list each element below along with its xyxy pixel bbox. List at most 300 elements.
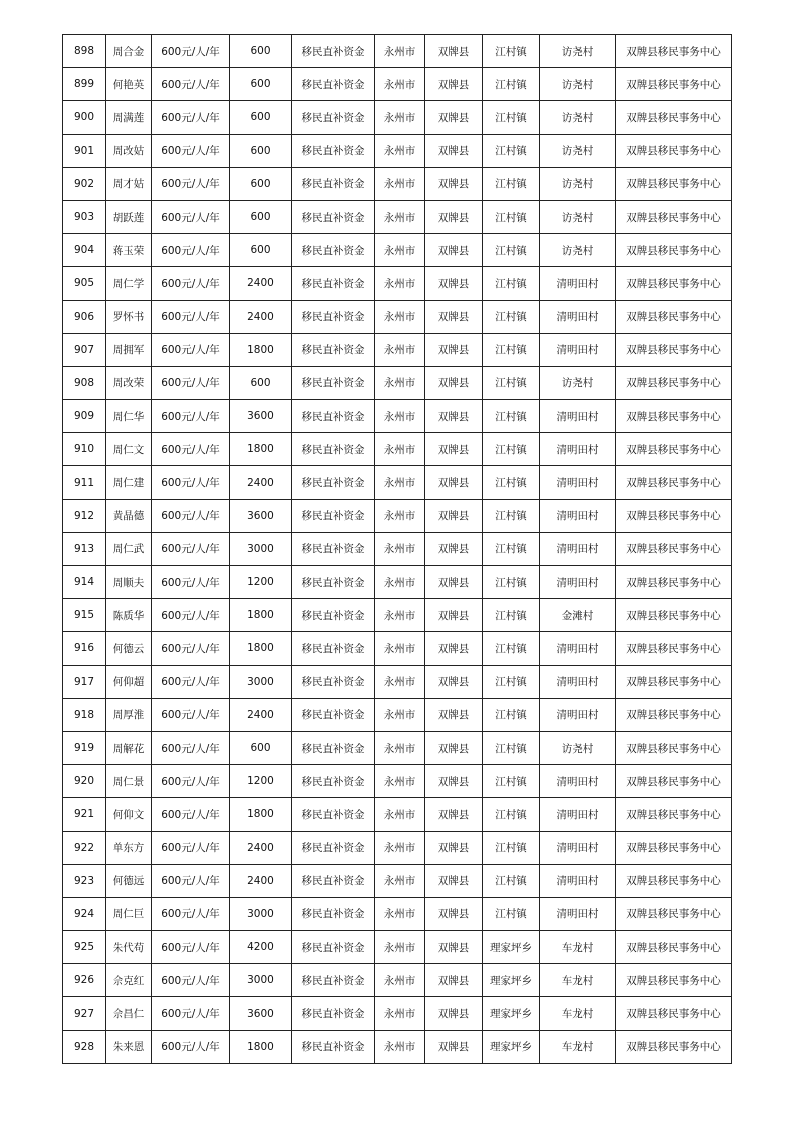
cell-row-index: 923 — [63, 864, 106, 897]
cell-person-name: 佘克红 — [106, 964, 152, 997]
table-row — [63, 798, 732, 831]
table-row — [63, 134, 732, 167]
cell-person-name: 周仁武 — [106, 532, 152, 565]
cell-amount: 600 — [230, 366, 292, 399]
table-row — [63, 333, 732, 366]
cell-county: 双牌县 — [425, 234, 483, 267]
cell-county: 双牌县 — [425, 765, 483, 798]
cell-village: 车龙村 — [540, 931, 616, 964]
cell-row-index: 903 — [63, 200, 106, 233]
cell-subsidy-standard: 600元/人/年 — [152, 234, 230, 267]
cell-person-name: 朱来恩 — [106, 1030, 152, 1063]
cell-amount: 2400 — [230, 466, 292, 499]
cell-person-name: 何德远 — [106, 864, 152, 897]
cell-town: 江村镇 — [483, 167, 540, 200]
cell-county: 双牌县 — [425, 897, 483, 930]
cell-amount: 600 — [230, 35, 292, 68]
cell-town: 江村镇 — [483, 864, 540, 897]
cell-fund-type: 移民直补资金 — [292, 466, 375, 499]
cell-subsidy-standard: 600元/人/年 — [152, 698, 230, 731]
cell-person-name: 何德云 — [106, 632, 152, 665]
cell-town: 理家坪乡 — [483, 964, 540, 997]
cell-city: 永州市 — [375, 698, 425, 731]
table-row — [63, 101, 732, 134]
cell-subsidy-standard: 600元/人/年 — [152, 665, 230, 698]
cell-person-name: 胡跃莲 — [106, 200, 152, 233]
cell-town: 江村镇 — [483, 267, 540, 300]
cell-amount: 600 — [230, 167, 292, 200]
cell-person-name: 黄晶德 — [106, 499, 152, 532]
cell-village: 清明田村 — [540, 698, 616, 731]
table-row — [63, 698, 732, 731]
cell-row-index: 906 — [63, 300, 106, 333]
cell-amount: 3600 — [230, 997, 292, 1030]
cell-agency: 双牌县移民事务中心 — [616, 532, 732, 565]
cell-town: 江村镇 — [483, 400, 540, 433]
cell-city: 永州市 — [375, 997, 425, 1030]
cell-subsidy-standard: 600元/人/年 — [152, 68, 230, 101]
cell-amount: 1800 — [230, 632, 292, 665]
cell-person-name: 何仰文 — [106, 798, 152, 831]
cell-agency: 双牌县移民事务中心 — [616, 566, 732, 599]
cell-city: 永州市 — [375, 566, 425, 599]
table-row — [63, 864, 732, 897]
cell-person-name: 周仁景 — [106, 765, 152, 798]
cell-town: 江村镇 — [483, 599, 540, 632]
cell-fund-type: 移民直补资金 — [292, 366, 375, 399]
table-body — [63, 35, 732, 1064]
table-row — [63, 234, 732, 267]
cell-village: 清明田村 — [540, 566, 616, 599]
cell-fund-type: 移民直补资金 — [292, 68, 375, 101]
cell-town: 江村镇 — [483, 765, 540, 798]
cell-person-name: 周厚淮 — [106, 698, 152, 731]
cell-subsidy-standard: 600元/人/年 — [152, 897, 230, 930]
cell-town: 江村镇 — [483, 897, 540, 930]
cell-row-index: 902 — [63, 167, 106, 200]
cell-row-index: 922 — [63, 831, 106, 864]
cell-amount: 2400 — [230, 864, 292, 897]
cell-village: 访尧村 — [540, 200, 616, 233]
cell-person-name: 周仁学 — [106, 267, 152, 300]
cell-row-index: 927 — [63, 997, 106, 1030]
cell-person-name: 朱代苟 — [106, 931, 152, 964]
cell-county: 双牌县 — [425, 731, 483, 764]
table-row — [63, 433, 732, 466]
cell-village: 访尧村 — [540, 366, 616, 399]
cell-fund-type: 移民直补资金 — [292, 134, 375, 167]
cell-row-index: 925 — [63, 931, 106, 964]
cell-county: 双牌县 — [425, 1030, 483, 1063]
cell-agency: 双牌县移民事务中心 — [616, 831, 732, 864]
cell-town: 江村镇 — [483, 698, 540, 731]
cell-agency: 双牌县移民事务中心 — [616, 200, 732, 233]
cell-village: 清明田村 — [540, 632, 616, 665]
cell-county: 双牌县 — [425, 931, 483, 964]
cell-city: 永州市 — [375, 234, 425, 267]
cell-subsidy-standard: 600元/人/年 — [152, 200, 230, 233]
cell-agency: 双牌县移民事务中心 — [616, 68, 732, 101]
cell-agency: 双牌县移民事务中心 — [616, 731, 732, 764]
cell-fund-type: 移民直补资金 — [292, 433, 375, 466]
cell-agency: 双牌县移民事务中心 — [616, 665, 732, 698]
cell-subsidy-standard: 600元/人/年 — [152, 167, 230, 200]
cell-subsidy-standard: 600元/人/年 — [152, 433, 230, 466]
cell-agency: 双牌县移民事务中心 — [616, 864, 732, 897]
cell-fund-type: 移民直补资金 — [292, 532, 375, 565]
cell-fund-type: 移民直补资金 — [292, 831, 375, 864]
cell-person-name: 周拥军 — [106, 333, 152, 366]
cell-town: 江村镇 — [483, 68, 540, 101]
cell-city: 永州市 — [375, 366, 425, 399]
cell-county: 双牌县 — [425, 134, 483, 167]
cell-agency: 双牌县移民事务中心 — [616, 599, 732, 632]
cell-town: 江村镇 — [483, 234, 540, 267]
cell-row-index: 926 — [63, 964, 106, 997]
table-row — [63, 267, 732, 300]
cell-town: 江村镇 — [483, 798, 540, 831]
cell-village: 访尧村 — [540, 134, 616, 167]
cell-fund-type: 移民直补资金 — [292, 931, 375, 964]
cell-town: 江村镇 — [483, 831, 540, 864]
cell-county: 双牌县 — [425, 200, 483, 233]
cell-amount: 600 — [230, 731, 292, 764]
cell-amount: 2400 — [230, 267, 292, 300]
table-row — [63, 167, 732, 200]
cell-town: 江村镇 — [483, 333, 540, 366]
cell-town: 理家坪乡 — [483, 997, 540, 1030]
cell-subsidy-standard: 600元/人/年 — [152, 964, 230, 997]
cell-village: 车龙村 — [540, 997, 616, 1030]
cell-fund-type: 移民直补资金 — [292, 731, 375, 764]
cell-row-index: 919 — [63, 731, 106, 764]
cell-village: 清明田村 — [540, 532, 616, 565]
cell-subsidy-standard: 600元/人/年 — [152, 831, 230, 864]
cell-village: 清明田村 — [540, 333, 616, 366]
cell-row-index: 907 — [63, 333, 106, 366]
cell-town: 江村镇 — [483, 532, 540, 565]
cell-person-name: 陈质华 — [106, 599, 152, 632]
cell-county: 双牌县 — [425, 698, 483, 731]
subsidy-table — [62, 34, 732, 1064]
cell-city: 永州市 — [375, 101, 425, 134]
cell-county: 双牌县 — [425, 665, 483, 698]
cell-town: 江村镇 — [483, 499, 540, 532]
table-row — [63, 532, 732, 565]
cell-county: 双牌县 — [425, 333, 483, 366]
cell-village: 清明田村 — [540, 798, 616, 831]
cell-amount: 1800 — [230, 798, 292, 831]
cell-fund-type: 移民直补资金 — [292, 665, 375, 698]
table-row — [63, 1030, 732, 1063]
cell-agency: 双牌县移民事务中心 — [616, 366, 732, 399]
cell-amount: 2400 — [230, 698, 292, 731]
cell-row-index: 904 — [63, 234, 106, 267]
cell-agency: 双牌县移民事务中心 — [616, 798, 732, 831]
cell-city: 永州市 — [375, 134, 425, 167]
cell-person-name: 佘昌仁 — [106, 997, 152, 1030]
cell-amount: 3600 — [230, 400, 292, 433]
cell-fund-type: 移民直补资金 — [292, 566, 375, 599]
cell-agency: 双牌县移民事务中心 — [616, 698, 732, 731]
cell-fund-type: 移民直补资金 — [292, 35, 375, 68]
cell-village: 清明田村 — [540, 433, 616, 466]
cell-fund-type: 移民直补资金 — [292, 267, 375, 300]
cell-amount: 1800 — [230, 599, 292, 632]
cell-city: 永州市 — [375, 964, 425, 997]
cell-city: 永州市 — [375, 864, 425, 897]
table-row — [63, 997, 732, 1030]
cell-fund-type: 移民直补资金 — [292, 864, 375, 897]
cell-village: 清明田村 — [540, 864, 616, 897]
cell-city: 永州市 — [375, 433, 425, 466]
cell-city: 永州市 — [375, 931, 425, 964]
cell-city: 永州市 — [375, 765, 425, 798]
cell-county: 双牌县 — [425, 433, 483, 466]
table-row — [63, 665, 732, 698]
cell-subsidy-standard: 600元/人/年 — [152, 267, 230, 300]
cell-subsidy-standard: 600元/人/年 — [152, 1030, 230, 1063]
cell-city: 永州市 — [375, 300, 425, 333]
cell-amount: 1800 — [230, 333, 292, 366]
cell-city: 永州市 — [375, 267, 425, 300]
cell-subsidy-standard: 600元/人/年 — [152, 333, 230, 366]
cell-city: 永州市 — [375, 200, 425, 233]
cell-subsidy-standard: 600元/人/年 — [152, 300, 230, 333]
table-row — [63, 632, 732, 665]
cell-agency: 双牌县移民事务中心 — [616, 400, 732, 433]
cell-amount: 3000 — [230, 897, 292, 930]
cell-village: 清明田村 — [540, 765, 616, 798]
cell-row-index: 909 — [63, 400, 106, 433]
cell-fund-type: 移民直补资金 — [292, 964, 375, 997]
table-row — [63, 964, 732, 997]
cell-row-index: 911 — [63, 466, 106, 499]
table-row — [63, 366, 732, 399]
cell-county: 双牌县 — [425, 466, 483, 499]
cell-subsidy-standard: 600元/人/年 — [152, 632, 230, 665]
cell-village: 访尧村 — [540, 35, 616, 68]
cell-row-index: 918 — [63, 698, 106, 731]
cell-city: 永州市 — [375, 35, 425, 68]
table-row — [63, 765, 732, 798]
cell-row-index: 900 — [63, 101, 106, 134]
cell-fund-type: 移民直补资金 — [292, 400, 375, 433]
cell-subsidy-standard: 600元/人/年 — [152, 400, 230, 433]
cell-amount: 2400 — [230, 831, 292, 864]
cell-agency: 双牌县移民事务中心 — [616, 267, 732, 300]
cell-person-name: 何仰超 — [106, 665, 152, 698]
cell-city: 永州市 — [375, 731, 425, 764]
cell-row-index: 912 — [63, 499, 106, 532]
cell-village: 车龙村 — [540, 964, 616, 997]
cell-fund-type: 移民直补资金 — [292, 632, 375, 665]
cell-person-name: 周仁华 — [106, 400, 152, 433]
cell-town: 江村镇 — [483, 731, 540, 764]
cell-village: 访尧村 — [540, 731, 616, 764]
cell-county: 双牌县 — [425, 366, 483, 399]
table-row — [63, 499, 732, 532]
cell-row-index: 898 — [63, 35, 106, 68]
cell-county: 双牌县 — [425, 35, 483, 68]
cell-subsidy-standard: 600元/人/年 — [152, 101, 230, 134]
cell-fund-type: 移民直补资金 — [292, 698, 375, 731]
cell-fund-type: 移民直补资金 — [292, 897, 375, 930]
cell-person-name: 周仁建 — [106, 466, 152, 499]
cell-village: 清明田村 — [540, 665, 616, 698]
cell-county: 双牌县 — [425, 798, 483, 831]
cell-village: 清明田村 — [540, 499, 616, 532]
cell-agency: 双牌县移民事务中心 — [616, 134, 732, 167]
cell-county: 双牌县 — [425, 831, 483, 864]
cell-subsidy-standard: 600元/人/年 — [152, 532, 230, 565]
cell-amount: 3000 — [230, 964, 292, 997]
cell-city: 永州市 — [375, 68, 425, 101]
cell-city: 永州市 — [375, 831, 425, 864]
cell-fund-type: 移民直补资金 — [292, 1030, 375, 1063]
cell-subsidy-standard: 600元/人/年 — [152, 798, 230, 831]
cell-person-name: 单东方 — [106, 831, 152, 864]
cell-village: 访尧村 — [540, 101, 616, 134]
cell-amount: 600 — [230, 200, 292, 233]
cell-city: 永州市 — [375, 665, 425, 698]
cell-amount: 1800 — [230, 1030, 292, 1063]
table-row — [63, 466, 732, 499]
cell-town: 江村镇 — [483, 665, 540, 698]
cell-agency: 双牌县移民事务中心 — [616, 997, 732, 1030]
cell-county: 双牌县 — [425, 68, 483, 101]
cell-town: 江村镇 — [483, 366, 540, 399]
cell-county: 双牌县 — [425, 400, 483, 433]
cell-subsidy-standard: 600元/人/年 — [152, 765, 230, 798]
cell-subsidy-standard: 600元/人/年 — [152, 931, 230, 964]
cell-town: 理家坪乡 — [483, 1030, 540, 1063]
cell-town: 江村镇 — [483, 632, 540, 665]
cell-city: 永州市 — [375, 798, 425, 831]
cell-agency: 双牌县移民事务中心 — [616, 964, 732, 997]
cell-fund-type: 移民直补资金 — [292, 798, 375, 831]
cell-amount: 1200 — [230, 566, 292, 599]
cell-row-index: 924 — [63, 897, 106, 930]
cell-amount: 1800 — [230, 433, 292, 466]
cell-amount: 2400 — [230, 300, 292, 333]
cell-amount: 3000 — [230, 532, 292, 565]
cell-row-index: 928 — [63, 1030, 106, 1063]
cell-village: 清明田村 — [540, 466, 616, 499]
cell-fund-type: 移民直补资金 — [292, 200, 375, 233]
cell-row-index: 901 — [63, 134, 106, 167]
cell-city: 永州市 — [375, 1030, 425, 1063]
table-row — [63, 931, 732, 964]
cell-county: 双牌县 — [425, 997, 483, 1030]
cell-person-name: 蒋玉荣 — [106, 234, 152, 267]
cell-person-name: 周仁文 — [106, 433, 152, 466]
table-row — [63, 200, 732, 233]
cell-village: 清明田村 — [540, 897, 616, 930]
cell-row-index: 921 — [63, 798, 106, 831]
cell-city: 永州市 — [375, 499, 425, 532]
cell-row-index: 899 — [63, 68, 106, 101]
cell-city: 永州市 — [375, 333, 425, 366]
cell-village: 清明田村 — [540, 400, 616, 433]
cell-village: 访尧村 — [540, 167, 616, 200]
cell-agency: 双牌县移民事务中心 — [616, 1030, 732, 1063]
cell-row-index: 920 — [63, 765, 106, 798]
cell-subsidy-standard: 600元/人/年 — [152, 134, 230, 167]
cell-town: 江村镇 — [483, 433, 540, 466]
table-row — [63, 400, 732, 433]
cell-row-index: 910 — [63, 433, 106, 466]
cell-agency: 双牌县移民事务中心 — [616, 333, 732, 366]
cell-city: 永州市 — [375, 599, 425, 632]
cell-city: 永州市 — [375, 400, 425, 433]
cell-fund-type: 移民直补资金 — [292, 167, 375, 200]
cell-row-index: 917 — [63, 665, 106, 698]
cell-row-index: 914 — [63, 566, 106, 599]
cell-county: 双牌县 — [425, 964, 483, 997]
cell-village: 清明田村 — [540, 267, 616, 300]
cell-subsidy-standard: 600元/人/年 — [152, 864, 230, 897]
cell-subsidy-standard: 600元/人/年 — [152, 35, 230, 68]
cell-row-index: 905 — [63, 267, 106, 300]
cell-village: 清明田村 — [540, 831, 616, 864]
cell-person-name: 何艳英 — [106, 68, 152, 101]
cell-town: 江村镇 — [483, 101, 540, 134]
cell-county: 双牌县 — [425, 599, 483, 632]
cell-county: 双牌县 — [425, 167, 483, 200]
cell-amount: 4200 — [230, 931, 292, 964]
cell-person-name: 周解花 — [106, 731, 152, 764]
cell-fund-type: 移民直补资金 — [292, 300, 375, 333]
cell-person-name: 周仁巨 — [106, 897, 152, 930]
cell-city: 永州市 — [375, 167, 425, 200]
cell-person-name: 周合金 — [106, 35, 152, 68]
cell-agency: 双牌县移民事务中心 — [616, 234, 732, 267]
cell-person-name: 周改姑 — [106, 134, 152, 167]
cell-person-name: 周满莲 — [106, 101, 152, 134]
table-row — [63, 35, 732, 68]
cell-city: 永州市 — [375, 897, 425, 930]
cell-agency: 双牌县移民事务中心 — [616, 433, 732, 466]
cell-fund-type: 移民直补资金 — [292, 234, 375, 267]
cell-county: 双牌县 — [425, 499, 483, 532]
cell-amount: 1200 — [230, 765, 292, 798]
cell-village: 车龙村 — [540, 1030, 616, 1063]
cell-subsidy-standard: 600元/人/年 — [152, 366, 230, 399]
cell-agency: 双牌县移民事务中心 — [616, 897, 732, 930]
cell-town: 江村镇 — [483, 200, 540, 233]
cell-county: 双牌县 — [425, 101, 483, 134]
cell-fund-type: 移民直补资金 — [292, 997, 375, 1030]
cell-agency: 双牌县移民事务中心 — [616, 466, 732, 499]
cell-row-index: 915 — [63, 599, 106, 632]
cell-agency: 双牌县移民事务中心 — [616, 167, 732, 200]
cell-subsidy-standard: 600元/人/年 — [152, 599, 230, 632]
cell-subsidy-standard: 600元/人/年 — [152, 566, 230, 599]
cell-county: 双牌县 — [425, 267, 483, 300]
cell-fund-type: 移民直补资金 — [292, 101, 375, 134]
cell-amount: 600 — [230, 68, 292, 101]
cell-subsidy-standard: 600元/人/年 — [152, 997, 230, 1030]
table-row — [63, 68, 732, 101]
cell-person-name: 周才姑 — [106, 167, 152, 200]
cell-county: 双牌县 — [425, 864, 483, 897]
cell-row-index: 916 — [63, 632, 106, 665]
cell-county: 双牌县 — [425, 532, 483, 565]
cell-row-index: 913 — [63, 532, 106, 565]
cell-agency: 双牌县移民事务中心 — [616, 931, 732, 964]
cell-person-name: 罗怀书 — [106, 300, 152, 333]
